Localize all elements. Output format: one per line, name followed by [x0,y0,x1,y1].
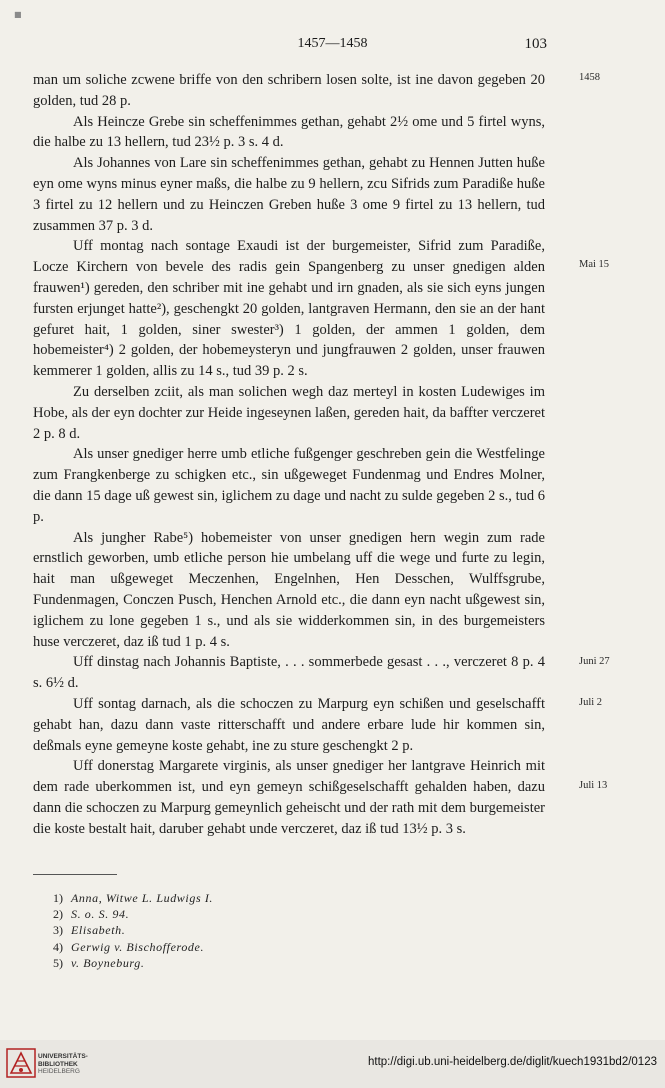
paragraph: Als Johannes von Lare sin scheffenimmes gethan, gehabt zu Hennen Jutten huße eyn ome wyns minus eyner maßs, die halbe zu 9 hellern, zcu Sifrids zum Paradiße huße 3 firtel zu 12 hellern und zu Heinczen Greben huße 3 ome 9 firtel zu 13 hellern, tud zusammen 37 p. 3 d. [33,155,545,234]
library-line: UNIVERSITÄTS- [38,1053,88,1060]
footnote-number: 4) [53,939,63,954]
footnote [33,890,453,906]
corner-mark: ■ [14,10,22,19]
page-number: 103 [524,36,547,52]
footnote-rule [33,874,117,875]
body-text [33,70,545,839]
footnote-number: 2) [53,907,63,922]
footnote-number: 5) [53,955,63,970]
footnote-number: 1) [53,891,63,905]
paragraph: Uff dinstag nach Johannis Baptiste, . . . sommerbede gesast . . ., verczeret 8 p. 4 s. 6½ d. [33,654,545,692]
library-name [38,1053,88,1076]
footnote-text: Elisabeth. [71,923,126,938]
footnote [33,906,453,922]
footnote [33,955,453,971]
paragraph: Zu derselben zciit, als man solichen wegh daz merteyl in kosten Ludewiges im Hobe, als der eyn dochter zur Heide ingeseynen laßen, gereden hait, da baffter verczeret 2 p. 8 d. [33,383,545,442]
footnote-text: v. Boyneburg. [71,955,145,970]
paragraph: man um soliche zcwene briffe von den schribern losen solte, ist ine davon gegeben 20 golden, tud 28 p. [33,72,545,109]
margin-note-date: Juli 2 [579,697,603,708]
paragraph: Uff donerstag Margarete virginis, als unser gnediger her lantgrave Heinrich mit dem rade uberkommen ist, und eyn gemeyn schißgeselschafft gehalden haben, dazu dann die schoczen zu Marpurg gemeynlich geheischt und der rath mit dem burgemeister die koste bestalt hait, daruber gehabt unde verczeret, daz iß tud 13½ p. 3 s. [33,758,545,837]
margin-note-date: Juli 13 [579,780,608,791]
running-head [0,36,665,56]
footnote-text: S. o. S. 94. [71,907,130,922]
footnote [33,922,453,938]
paragraph: Als unser gnediger herre umb etliche fußgenger geschreben gein die Westfelinge zum Frangkenberge zu schigken etc., sin ußgeweget Fundenmag und Endres Molner, die dann 15 dage uß gewest sin, iglichem zu dage und nacht zu sulde gegeben 2 s., tud 6 p. [33,446,545,525]
footnote [33,939,453,955]
library-line: BIBLIOTHEK [38,1060,78,1068]
footnotes [33,890,453,971]
footnote-number: 3) [53,923,63,938]
paragraph: Uff sontag darnach, als die schoczen zu Marpurg eyn schißen und geselschafft gehabt han, dazu dann vaste ritterschafft und andere erbare lude hir kommen sin, deßmals eyne gemeyne koste gehabt, ine zu sture geschengkt 2 p. [33,695,545,754]
page-range: 1457—1458 [297,36,368,51]
viewer-footer [0,1040,665,1088]
margin-note-date: Mai 15 [579,259,610,270]
paragraph: Uff montag nach sontage Exaudi ist der burgemeister, Sifrid zum Paradiße, Locze Kirchern von bevele des radis gein Spangenberg zu unser gnedigen alden frauwen¹) gereden, den schriber mit ine gehabt und irn gnaden, als sie sich eyns jungen fursten erjunget hatte²), geschengkt 20 golden, lantgraven Hermann, den sie an der hant gefuret hait, 1 golden, siner swester³) 1 golden, der ammen 1 golden, dem hobemeister⁴) 2 golden, der hobemeysteryn und jungfrauwen 2 golden, unser frauwen kemmerer 1 golden, allis zu 14 s., tud 39 p. 2 s. [33,238,545,380]
permalink[interactable]: http://digi.ub.uni-heidelberg.de/diglit/kuech1931bd2/0123 [368,1056,657,1068]
footnote-text: Gerwig v. Bischofferode. [71,939,205,954]
paragraph: Als jungher Rabe⁵) hobemeister von unser gnedigen hern wegin zum rade ernstlich geworben, umb etliche person hie umbelang uff die wege und furte zu legin, hait man ußgeweget Meczenhen, Engelnhen, Hen Desschen, Wulffsgrube, Fundenmagen, Conczen Pusch, Henchen Arnold etc., die dann eyn nacht ußgewest sin, iglichem zu lone gegeben 1 s., und als sie widderkommen sin, in des burgemeisters huse verczeret, daz iß tud 1 p. 4 s. [33,529,545,650]
margin-note-year: 1458 [579,72,600,83]
footnote-text: Anna, Witwe L. Ludwigs I. [71,891,214,905]
library-seal-icon [6,1048,36,1078]
margin-note-date: Juni 27 [579,656,610,667]
paragraph: Als Heincze Grebe sin scheffenimmes gethan, gehabt 2½ ome und 5 firtel wyns, die halbe zu 13 hellern, tud 23½ p. 3 s. 4 d. [33,113,545,151]
library-line: HEIDELBERG [38,1068,80,1075]
